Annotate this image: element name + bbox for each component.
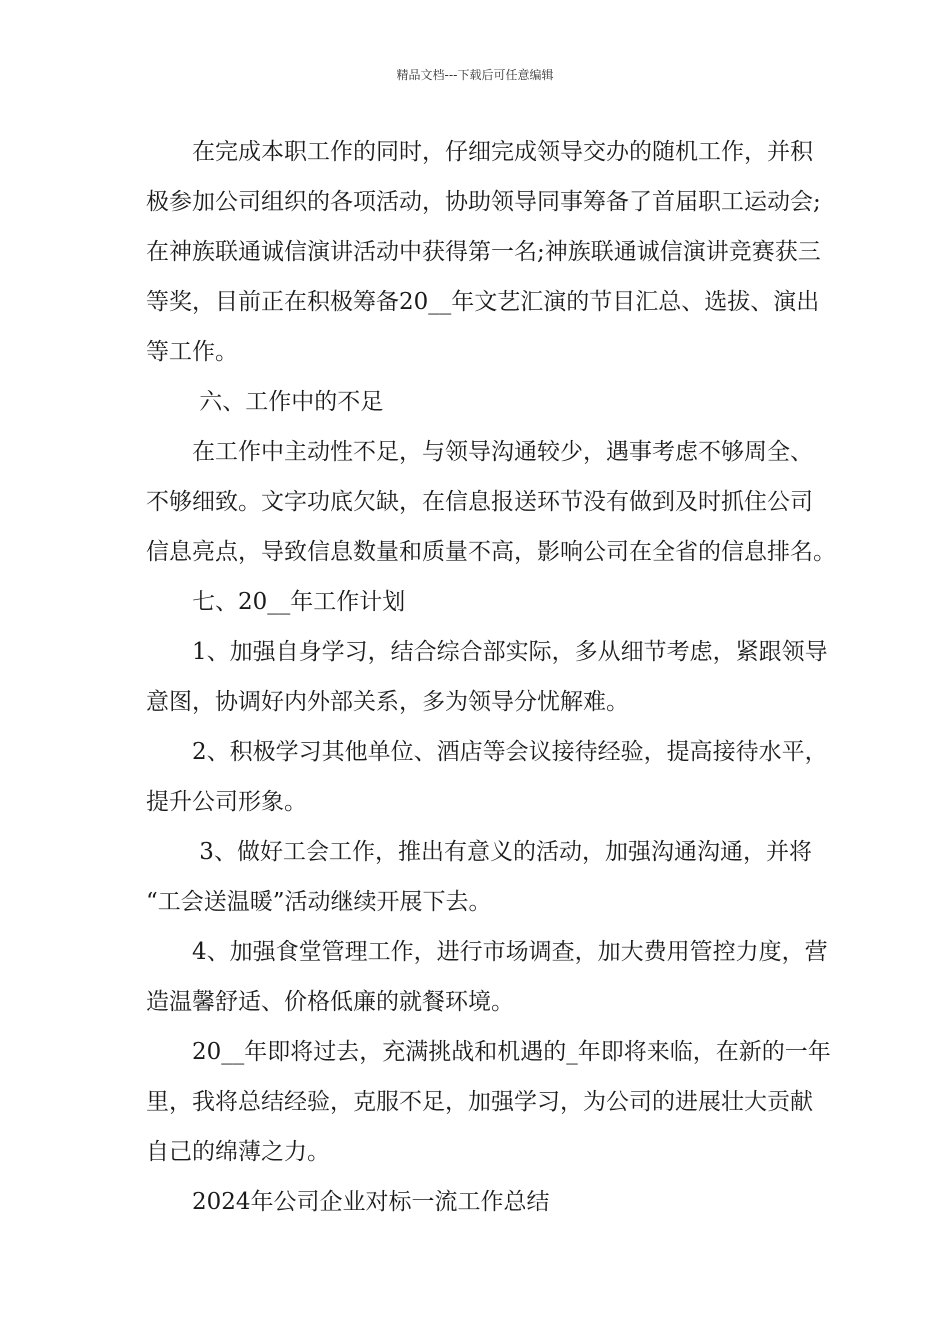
text-line: 20__年即将过去，充满挑战和机遇的_年即将来临，在新的一年 [146, 1039, 831, 1065]
text-line: 极参加公司组织的各项活动，协助领导同事筹备了首届职工运动会; [146, 189, 821, 215]
text-line: 2、积极学习其他单位、酒店等会议接待经验，提高接待水平， [146, 739, 828, 765]
text-line: 在工作中主动性不足，与领导沟通较少，遇事考虑不够周全、 [146, 439, 813, 465]
text-line: 信息亮点，导致信息数量和质量不高，影响公司在全省的信息排名。 [146, 539, 836, 565]
text-line: 等工作。 [146, 339, 238, 365]
text-line: 3、做好工会工作，推出有意义的活动，加强沟通沟通，并将 [146, 839, 812, 865]
text-line: 在神族联通诚信演讲活动中获得第一名;神族联通诚信演讲竞赛获三 [146, 239, 821, 265]
document-header: 精品文档---下载后可任意编辑 [396, 68, 554, 82]
document-title-line: 2024年公司企业对标一流工作总结 [146, 1189, 550, 1215]
text-line: “工会送温暖”活动继续开展下去。 [146, 889, 492, 915]
text-line: 不够细致。文字功底欠缺，在信息报送环节没有做到及时抓住公司 [146, 489, 813, 515]
text-line: 1、加强自身学习，结合综合部实际，多从细节考虑，紧跟领导 [146, 639, 828, 665]
text-line: 自己的绵薄之力。 [146, 1139, 330, 1165]
section-heading: 七、20__年工作计划 [146, 589, 406, 615]
text-line: 等奖，目前正在积极筹备20__年文艺汇演的节目汇总、选拔、演出 [146, 289, 820, 315]
section-heading: 六、工作中的不足 [146, 389, 384, 415]
text-line: 里，我将总结经验，克服不足，加强学习，为公司的进展壮大贡献 [146, 1089, 813, 1115]
text-line: 4、加强食堂管理工作，进行市场调查，加大费用管控力度，营 [146, 939, 828, 965]
text-line: 意图，协调好内外部关系，多为领导分忧解难。 [146, 689, 629, 715]
text-line: 在完成本职工作的同时，仔细完成领导交办的随机工作，并积 [146, 139, 813, 165]
text-line: 提升公司形象。 [146, 789, 307, 815]
text-line: 造温馨舒适、价格低廉的就餐环境。 [146, 989, 514, 1015]
